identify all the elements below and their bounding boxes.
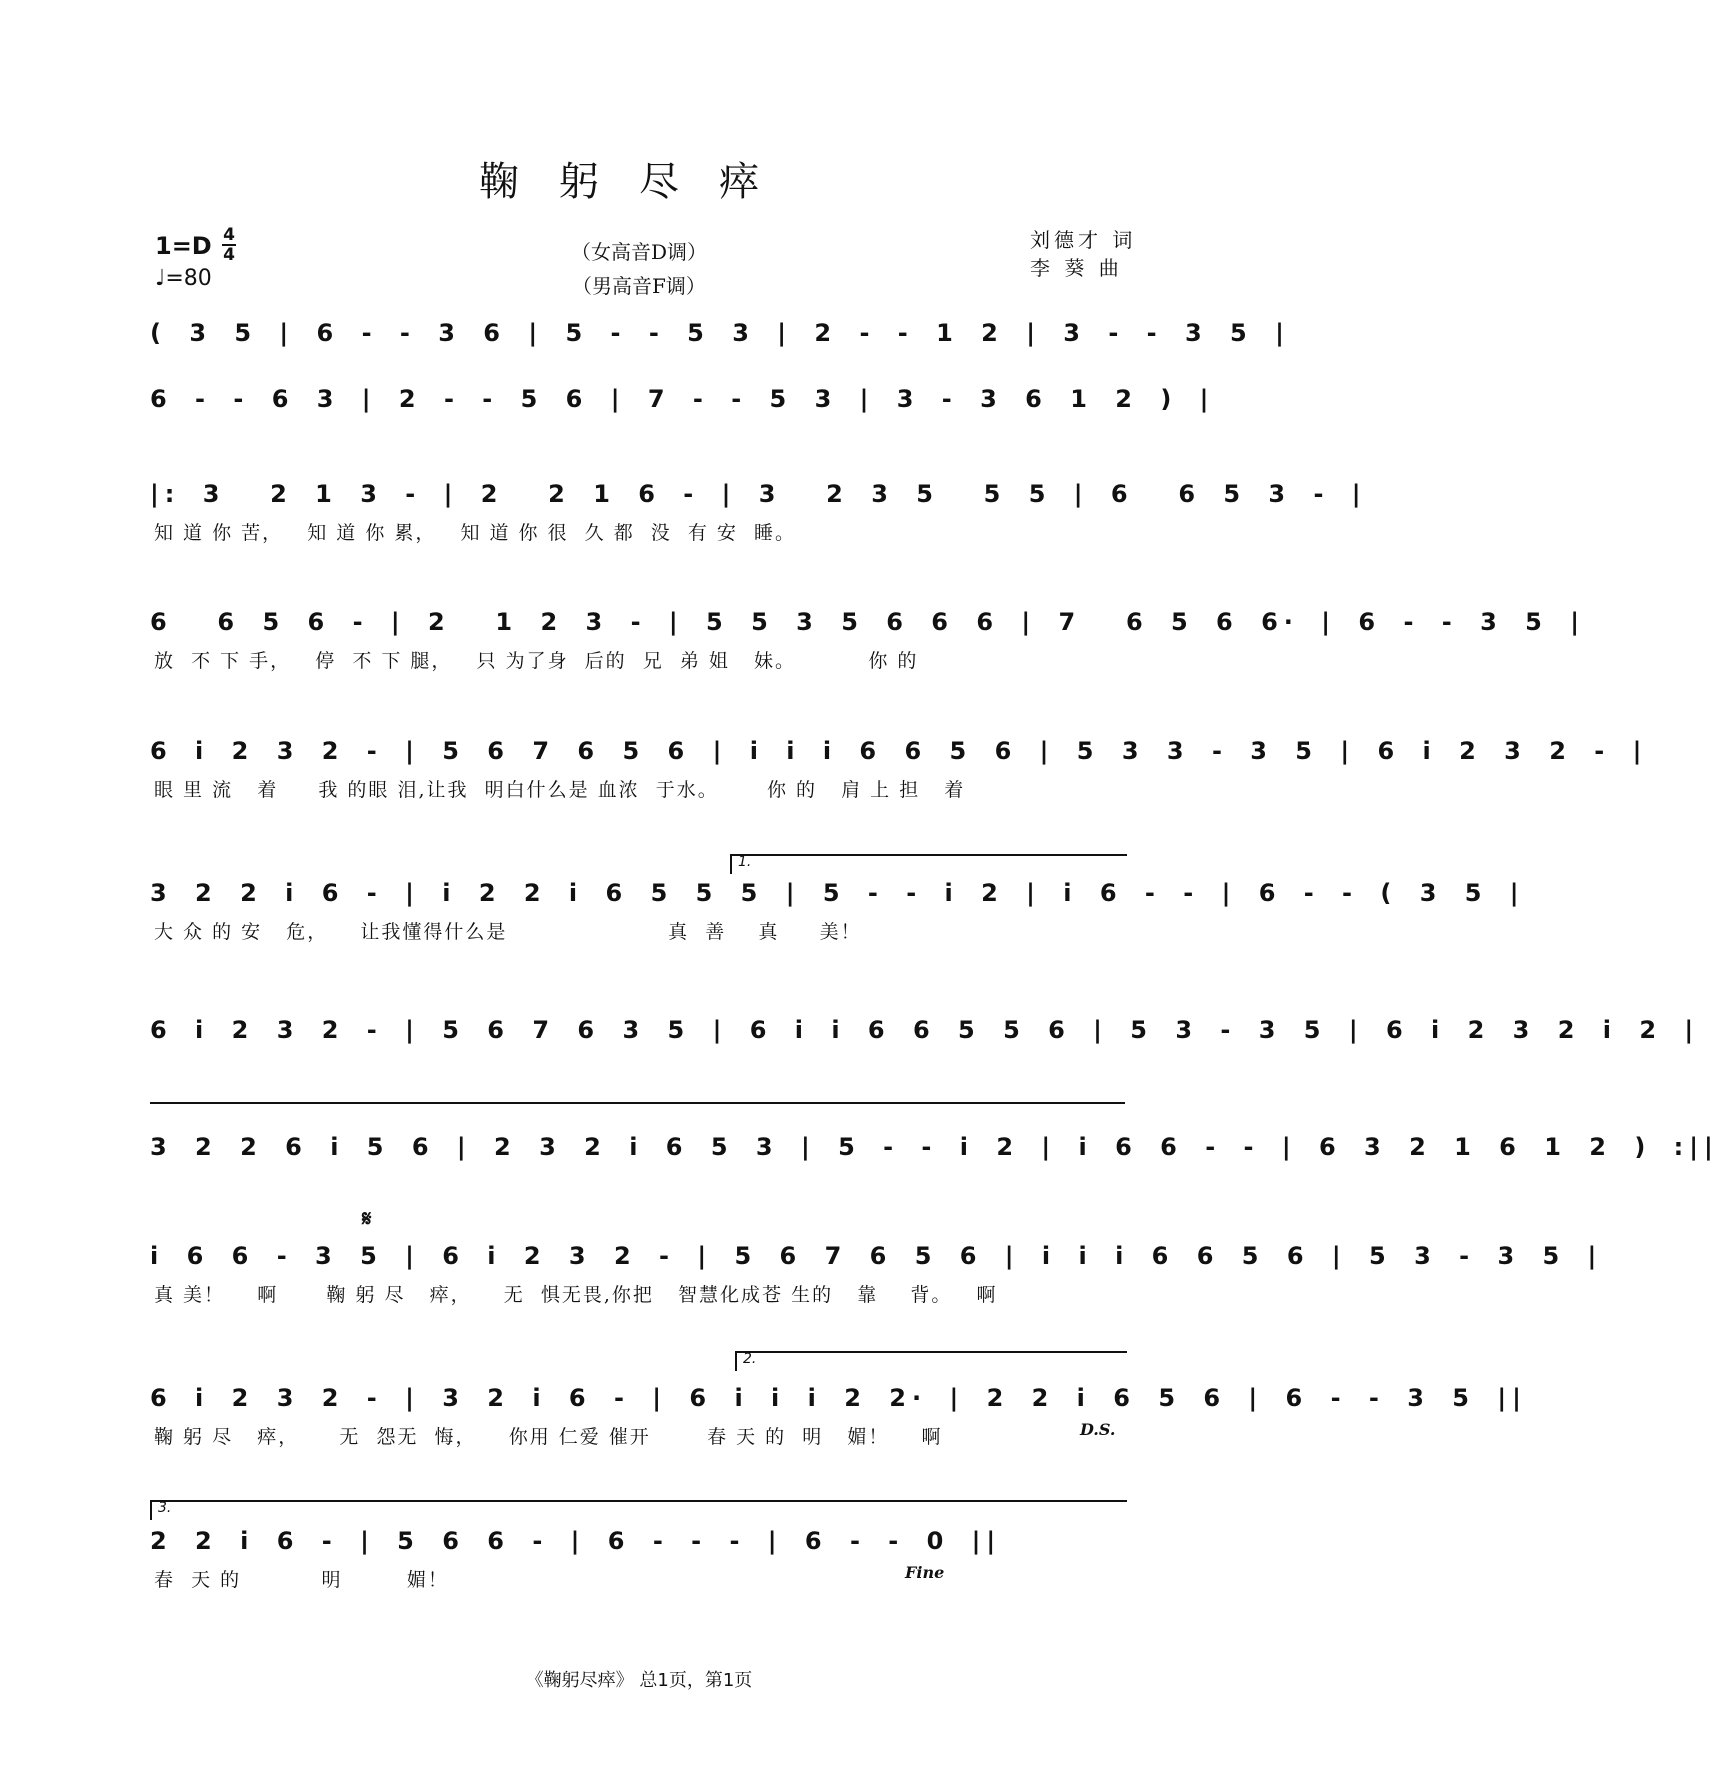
notation-line: i 6 6 - 3 5 | 6 i 2 3 2 - | 5 6 7 6 5 6 | i i i 6 6 5 6 | 5 3 - 3 5 | — [150, 1242, 1603, 1270]
notation-line: |: 3 2 1 3 - | 2 2 1 6 - | 3 2 3 5 5 5 | 6 6 5 3 - | — [150, 480, 1367, 508]
song-title: 鞠躬尽瘁 — [479, 159, 799, 205]
bracket-line — [150, 1102, 1125, 1104]
notation-line: 6 i 2 3 2 - | 5 6 7 6 5 6 | i i i 6 6 5 6 | 5 3 3 - 3 5 | 6 i 2 3 2 - | — [150, 737, 1648, 765]
segno-sign: 𝄋 — [362, 1206, 372, 1232]
volta-bracket — [150, 1500, 1127, 1520]
notation-line: 6 6 5 6 - | 2 1 2 3 - | 5 5 3 5 6 6 6 | 7 6 5 6 6· | 6 - - 3 5 | — [150, 608, 1585, 636]
notation-line: 3 2 2 6 i 5 6 | 2 3 2 i 6 5 3 | 5 - - i 2 | i 6 6 - - | 6 3 2 1 6 1 2 ) :|| — [150, 1133, 1719, 1161]
voice-male: （男高音F调） — [572, 274, 706, 298]
volta-bracket — [735, 1351, 1127, 1371]
lyrics-line: 真 美！ 啊 鞠 躬 尽 瘁， 无 惧无畏,你把 智慧化成苍 生的 靠 背。 啊 — [154, 1284, 998, 1306]
lyricist: 刘德才 词 — [1030, 228, 1137, 252]
lyrics-line: 鞠 躬 尽 瘁， 无 怨无 悔， 你用 仁爱 催开 春 天 的 明 媚！ 啊 — [154, 1426, 943, 1448]
lyrics-line: 知 道 你 苦， 知 道 你 累， 知 道 你 很 久 都 没 有 安 睡。 — [154, 522, 796, 544]
notation-line: 6 i 2 3 2 - | 5 6 7 6 3 5 | 6 i i 6 6 5 5 6 | 5 3 - 3 5 | 6 i 2 3 2 i 2 | — [150, 1016, 1700, 1044]
volta-number: 3. — [158, 1500, 172, 1516]
voice-female: （女高音D调） — [570, 240, 708, 264]
notation-line: 6 - - 6 3 | 2 - - 5 6 | 7 - - 5 3 | 3 - 3 6 1 2 ) | — [150, 385, 1215, 413]
key-signature: 1=D — [155, 232, 212, 260]
volta-bracket — [730, 854, 1127, 874]
dal-segno-mark: D.S. — [1080, 1420, 1116, 1439]
notation-line: 3 2 2 i 6 - | i 2 2 i 6 5 5 5 | 5 - - i 2 | i 6 - - | 6 - - ( 3 5 | — [150, 879, 1525, 907]
lyrics-line: 大 众 的 安 危， 让我懂得什么是 真 善 真 美！ — [154, 921, 862, 943]
lyrics-line: 放 不 下 手， 停 不 下 腿， 只 为了身 后的 兄 弟 姐 妹。 你 的 — [154, 650, 919, 672]
lyrics-line: 眼 里 流 着 我 的眼 泪,让我 明白什么是 血浓 于水。 你 的 肩 上 担 着 — [154, 779, 966, 801]
page-footer: 《鞠躬尽瘁》 总1页，第1页 — [525, 1670, 753, 1691]
fine-mark: Fine — [905, 1563, 945, 1582]
composer: 李 葵 曲 — [1030, 256, 1123, 280]
notation-line: 2 2 i 6 - | 5 6 6 - | 6 - - - | 6 - - 0 || — [150, 1527, 1002, 1555]
lyrics-line: 春 天 的 明 媚！ — [154, 1569, 449, 1591]
tempo-marking: ♩=80 — [155, 266, 212, 291]
volta-number: 1. — [738, 854, 752, 870]
time-signature: 4 4 — [223, 225, 235, 265]
volta-number: 2. — [743, 1351, 757, 1367]
notation-line: 6 i 2 3 2 - | 3 2 i 6 - | 6 i i i 2 2· | 2 2 i 6 5 6 | 6 - - 3 5 || — [150, 1384, 1527, 1412]
notation-line: ( 3 5 | 6 - - 3 6 | 5 - - 5 3 | 2 - - 1 2 | 3 - - 3 5 | — [150, 319, 1290, 347]
